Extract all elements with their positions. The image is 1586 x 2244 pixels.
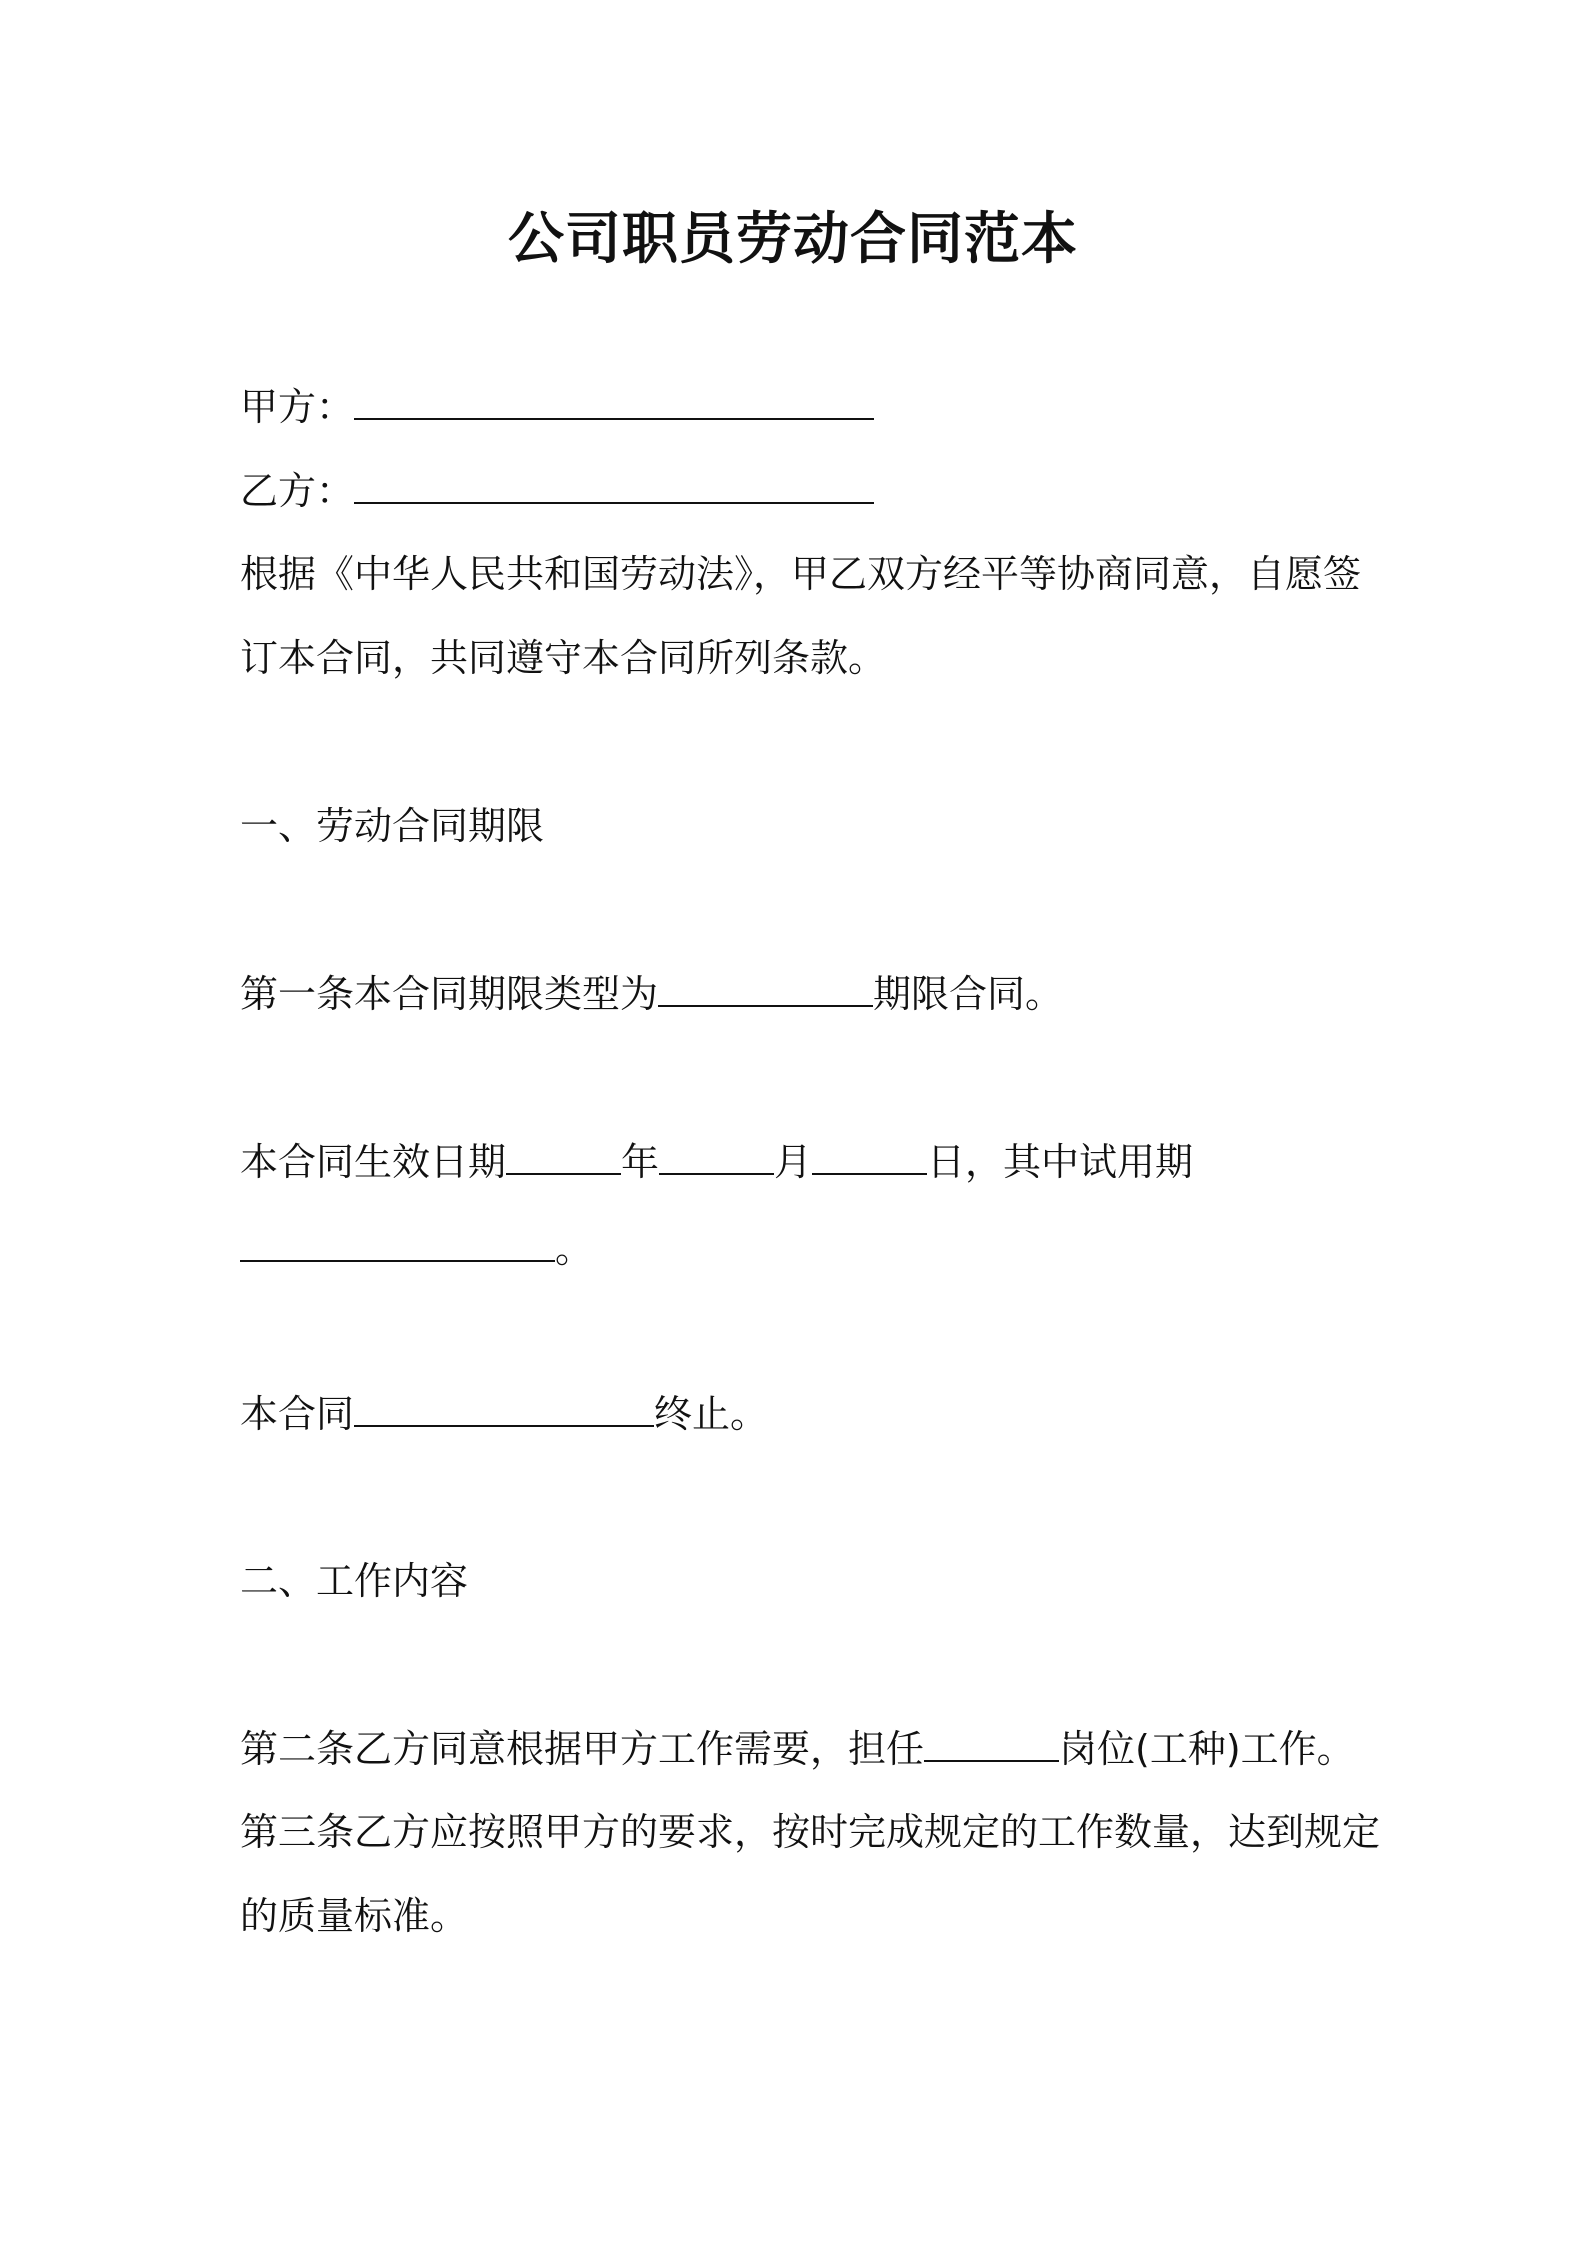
party-b-line [240, 462, 874, 519]
article-1-prefix: 第一条本合同期限类型为 [240, 972, 659, 1016]
effective-date-line [240, 1133, 1193, 1190]
termination-prefix: 本合同 [240, 1392, 355, 1436]
section-2-heading: 二、工作内容 [240, 1559, 469, 1603]
intro-line-1: 根据《中华人民共和国劳动法》，甲乙双方经平等协商同意，自愿签 [240, 552, 1362, 596]
year-label: 年 [621, 1140, 660, 1184]
party-b-blank[interactable] [354, 462, 874, 504]
probation-blank[interactable] [240, 1220, 555, 1262]
termination-line [240, 1385, 768, 1442]
section-1-heading: 一、劳动合同期限 [240, 804, 545, 848]
party-a-line [240, 378, 874, 435]
day-blank[interactable] [812, 1133, 927, 1175]
article-1-suffix: 期限合同。 [873, 972, 1064, 1016]
article-2-suffix: 岗位(工种)工作。 [1059, 1727, 1355, 1771]
year-blank[interactable] [506, 1133, 621, 1175]
effective-date-prefix: 本合同生效日期 [240, 1140, 507, 1184]
party-a-label: 甲方： [240, 385, 355, 429]
article-2-line [240, 1720, 1355, 1777]
party-b-label: 乙方： [240, 469, 355, 513]
position-blank[interactable] [924, 1720, 1059, 1762]
contract-type-blank[interactable] [658, 965, 873, 1007]
party-a-blank[interactable] [354, 378, 874, 420]
probation-end: 。 [555, 1227, 594, 1271]
termination-blank[interactable] [354, 1385, 654, 1427]
month-label: 月 [774, 1140, 813, 1184]
intro-line-2: 订本合同，共同遵守本合同所列条款。 [240, 636, 887, 680]
day-label: 日，其中试用期 [927, 1140, 1194, 1184]
document-title: 公司职员劳动合同范本 [508, 207, 1078, 272]
article-1-line [240, 965, 1063, 1022]
probation-line [240, 1220, 593, 1277]
termination-suffix: 终止。 [654, 1392, 769, 1436]
article-2-prefix: 第二条乙方同意根据甲方工作需要，担任 [240, 1727, 925, 1771]
article-3-line-1: 第三条乙方应按照甲方的要求，按时完成规定的工作数量，达到规定 [240, 1810, 1381, 1854]
article-3-line-2: 的质量标准。 [240, 1894, 469, 1938]
month-blank[interactable] [659, 1133, 774, 1175]
